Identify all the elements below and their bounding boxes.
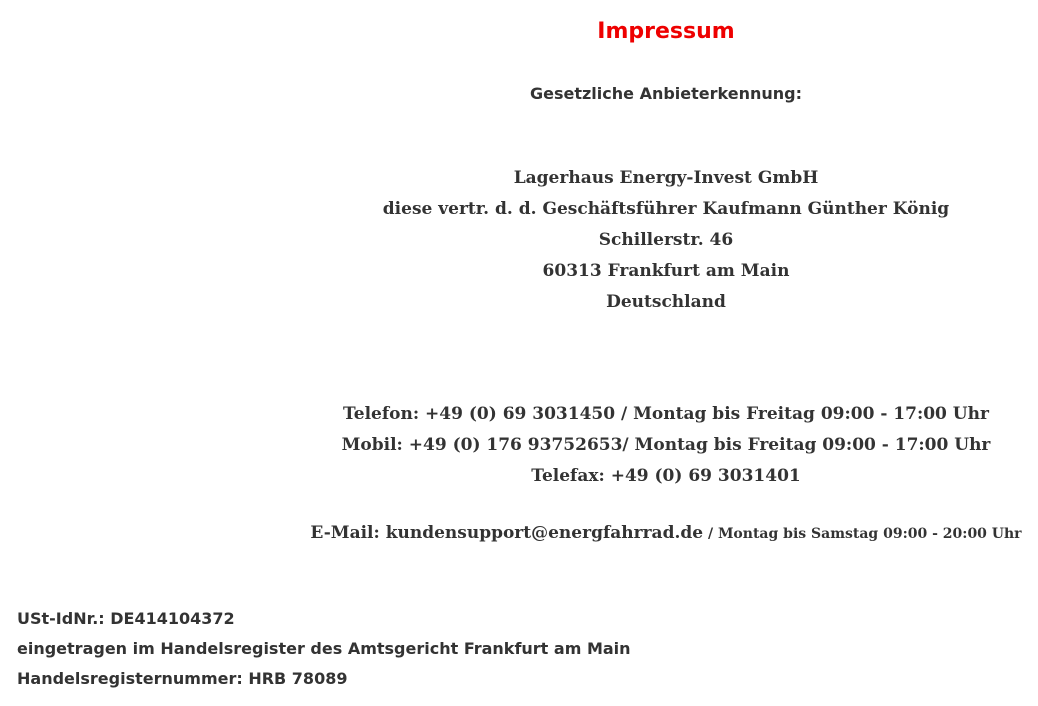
city: 60313 Frankfurt am Main [542, 261, 790, 281]
email-label: E-Mail: [310, 523, 386, 543]
representative: diese vertr. d. d. Geschäftsführer Kaufmann Günther König [382, 199, 950, 219]
street: Schillerstr. 46 [598, 230, 734, 250]
register-court: eingetragen im Handelsregister des Amtsgericht Frankfurt am Main [17, 639, 631, 658]
email-link[interactable]: kundensupport@energfahrrad.de [385, 523, 704, 543]
email-hours: / Montag bis Samstag 09:00 - 20:00 Uhr [703, 526, 1022, 542]
mobile-line: Mobil: +49 (0) 176 93752653/ Montag bis Freitag 09:00 - 17:00 Uhr [341, 435, 991, 455]
phone-line: Telefon: +49 (0) 69 3031450 / Montag bis Freitag 09:00 - 17:00 Uhr [343, 404, 989, 424]
page-title: Impressum [597, 19, 735, 44]
address-block [0, 163, 1038, 318]
email-line [0, 518, 1038, 549]
fax-line: Telefax: +49 (0) 69 3031401 [531, 466, 801, 486]
provider-identification-heading: Gesetzliche Anbieterkennung: [529, 84, 802, 103]
register-block [17, 604, 631, 694]
vat-id: USt-IdNr.: DE414104372 [17, 609, 235, 628]
country: Deutschland [606, 292, 726, 312]
register-number: Handelsregisternummer: HRB 78089 [17, 669, 348, 688]
company-name: Lagerhaus Energy-Invest GmbH [513, 168, 819, 188]
contact-block [0, 399, 1038, 492]
